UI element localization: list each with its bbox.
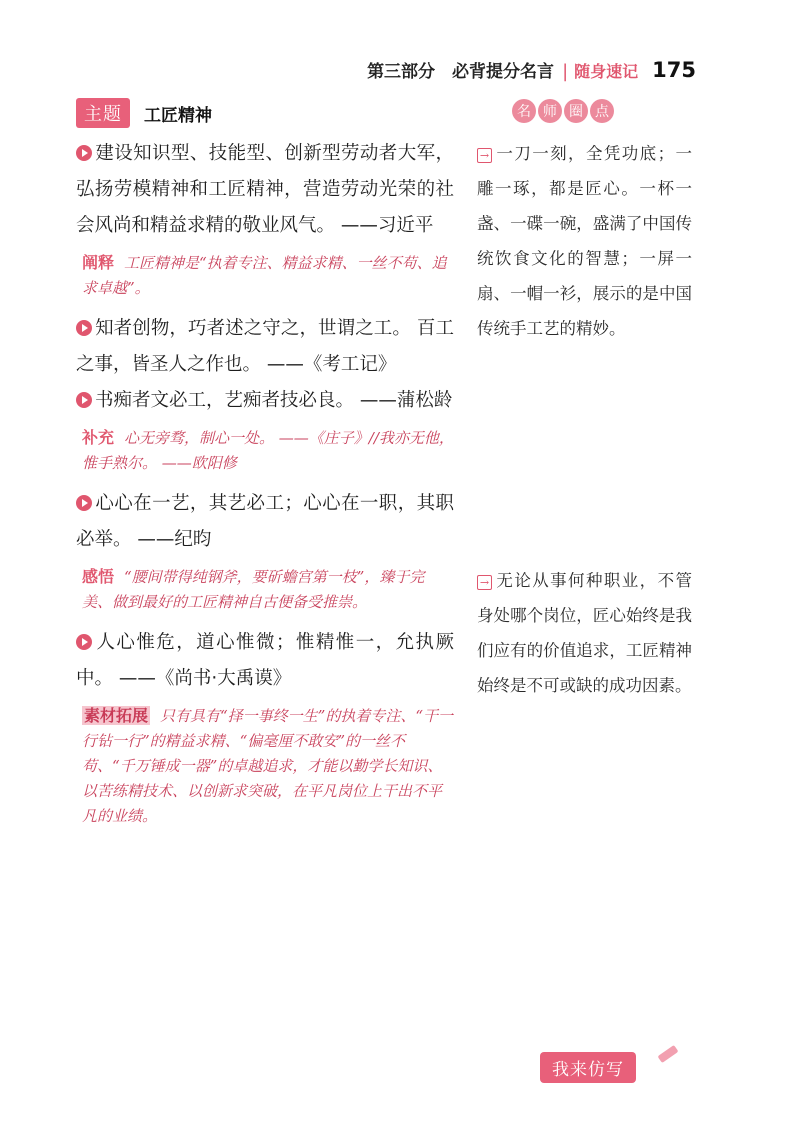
note-label: 素材拓展	[84, 706, 149, 725]
quote-note	[76, 703, 454, 829]
sidebar-note	[477, 136, 692, 346]
note-text: 心无旁骛，制心一处。 ——《庄子》//我亦无他，惟手熟尔。 ——欧阳修	[82, 429, 454, 472]
arrow-icon: →	[477, 575, 492, 590]
sidebar-text: 无论从事何种职业，不管身处哪个岗位，匠心始终是我们应有的价值追求，工匠精神始终是不可或缺的成功因素。	[477, 571, 692, 695]
page-number: 175	[652, 58, 696, 82]
mingshi-char: 师	[538, 99, 562, 123]
mingshi-char: 点	[590, 99, 614, 123]
quote-item	[76, 383, 454, 419]
note-label: 阐释	[82, 253, 115, 272]
quote-text: 人心惟危，道心惟微；惟精惟一，允执厥中。 ——《尚书·大禹谟》	[76, 632, 454, 689]
quote-text: 建设知识型、技能型、创新型劳动者大军，弘扬劳模精神和工匠精神，营造劳动光荣的社会风尚和精益求精的敬业风气。 ——习近平	[76, 143, 454, 236]
theme-title: 工匠精神	[144, 105, 212, 126]
theme-tag: 主题	[76, 98, 130, 128]
page-header	[367, 57, 696, 82]
play-bullet-icon	[76, 495, 92, 511]
mingshi-char: 圈	[564, 99, 588, 123]
quote-item	[76, 311, 454, 383]
section-title: 随身速记	[574, 62, 639, 81]
arrow-icon: →	[477, 148, 492, 163]
quote-note	[76, 250, 454, 301]
play-bullet-icon	[76, 634, 92, 650]
note-label: 感悟	[82, 567, 115, 586]
mingshi-badge	[512, 99, 614, 123]
sidebar-text: 一刀一刻，全凭功底；一雕一琢，都是匠心。一杯一盏、一碟一碗，盛满了中国传统饮食文化的智慧；一屏一扇、一帽一衫，展示的是中国传统手工艺的精妙。	[477, 144, 692, 338]
quote-item	[76, 625, 454, 697]
quote-note	[76, 425, 454, 476]
note-text: 工匠精神是“执着专注、精益求精、一丝不苟、追求卓越”。	[82, 254, 447, 297]
pencil-icon	[658, 1045, 679, 1063]
quotes-column	[76, 136, 454, 839]
sidebar-note	[477, 563, 692, 703]
quote-text: 知者创物，巧者述之守之，世谓之工。 百工之事，皆圣人之作也。 ——《考工记》	[76, 318, 454, 375]
note-text: 只有具有“择一事终一生”的执着专注、“干一行钻一行”的精益求精、“偏毫厘不敢安”的一丝不苟、“千万锤成一器”的卓越追求，才能以勤学长知识、以苦练精技术、以创新求突破，在平凡岗位上干出不平凡的业绩。	[82, 707, 454, 825]
part-title: 第三部分 必背提分名言	[367, 62, 555, 82]
quote-item	[76, 136, 454, 244]
theme-heading	[76, 98, 212, 128]
play-bullet-icon	[76, 392, 92, 408]
play-bullet-icon	[76, 145, 92, 161]
header-separator: |	[562, 61, 569, 82]
mingshi-char: 名	[512, 99, 536, 123]
play-bullet-icon	[76, 320, 92, 336]
quote-item	[76, 486, 454, 558]
quote-text: 书痴者文必工，艺痴者技必良。 ——蒲松龄	[95, 390, 453, 411]
note-label: 补充	[82, 428, 115, 447]
quote-text: 心心在一艺，其艺必工；心心在一职，其职必举。 ——纪昀	[76, 493, 454, 550]
note-text: “腰间带得纯钢斧，要斫蟾宫第一枝”，臻于完美、做到最好的工匠精神自古便备受推崇。	[82, 568, 425, 611]
imitate-writing-button[interactable]: 我来仿写	[540, 1052, 636, 1083]
quote-note	[76, 564, 454, 615]
